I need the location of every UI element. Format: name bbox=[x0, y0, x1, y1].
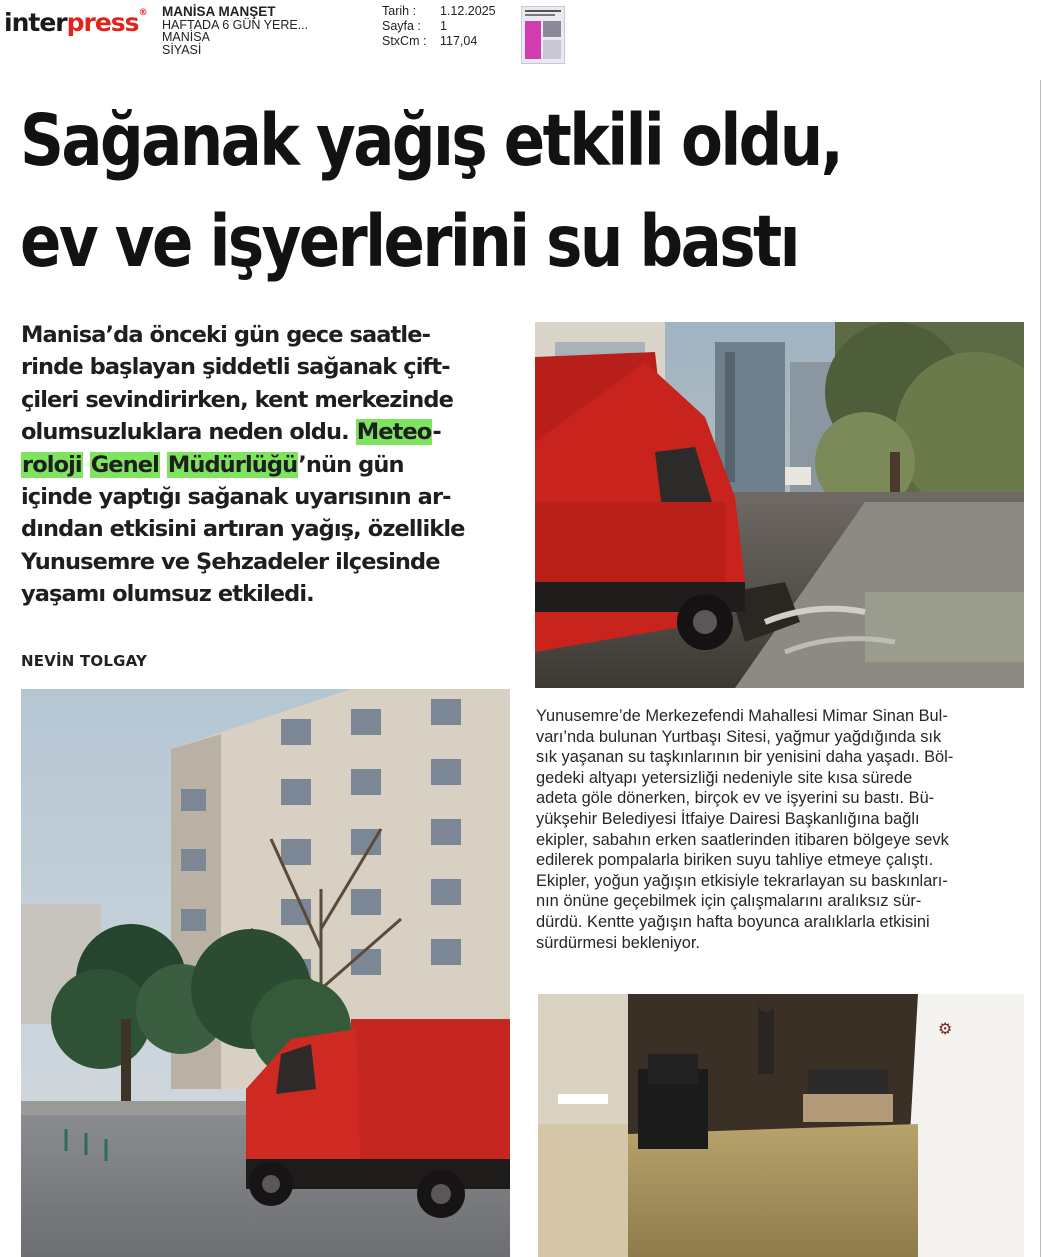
body-line: nın önüne geçebilmek için çalışmalarını aralıksız sür- bbox=[536, 892, 922, 911]
article-body bbox=[536, 706, 1026, 953]
right-border-line bbox=[1040, 80, 1041, 1257]
interpress-logo bbox=[4, 8, 147, 37]
body-line: adeta göle dönerken, birçok ev ve işyerini su bastı. Bü- bbox=[536, 789, 935, 808]
lead-line: Yunusemre ve Şehzadeler ilçesinde bbox=[21, 548, 440, 575]
lead-line: içinde yaptığı sağanak uyarısının ar- bbox=[21, 484, 451, 511]
logo-part-press: press bbox=[66, 8, 139, 37]
headline bbox=[20, 90, 889, 292]
highlighted-term: roloji bbox=[22, 451, 82, 478]
publication-name: MANİSA MANŞET bbox=[162, 4, 276, 19]
publication-frequency: HAFTADA 6 GÜN YERE... bbox=[162, 17, 309, 32]
lead-line bbox=[21, 449, 511, 481]
headline-line-2: ev ve işyerlerini su bastı bbox=[20, 200, 798, 283]
highlighted-term: Müdürlüğü bbox=[167, 451, 298, 478]
clipping-meta bbox=[382, 4, 496, 49]
body-line: dürdü. Kentte yağışın hafta boyunca aralıklarla etkisini bbox=[536, 912, 930, 931]
lead-line bbox=[21, 416, 511, 448]
body-line: sürdürmesi bekleniyor. bbox=[536, 933, 700, 952]
lead-line: rinde başlayan şiddetli sağanak çift- bbox=[21, 354, 450, 381]
logo-registered-mark: ® bbox=[138, 8, 147, 18]
author-byline: NEVİN TOLGAY bbox=[21, 652, 148, 670]
highlighted-term: Meteo bbox=[356, 419, 432, 446]
publication-category: SİYASİ bbox=[162, 42, 202, 57]
publication-info bbox=[162, 6, 308, 56]
lead-text: - bbox=[432, 419, 441, 446]
photo-fire-truck-flooded-street bbox=[535, 322, 1024, 688]
publication-city: MANİSA bbox=[162, 30, 210, 44]
body-line: edilerek pompalarla biriken suyu tahliye etmeye çalıştı. bbox=[536, 851, 934, 870]
body-line: Yunusemre’de Merkezefendi Mahallesi Mimar Sinan Bul- bbox=[536, 707, 948, 725]
meta-key: StxCm : bbox=[382, 34, 427, 48]
meta-key: Tarih : bbox=[382, 4, 417, 18]
lead-line: çileri sevindirirken, kent merkezinde bbox=[21, 386, 453, 413]
meta-row-stxcm bbox=[382, 34, 496, 49]
meta-key: Sayfa : bbox=[382, 19, 421, 33]
page-thumbnail[interactable] bbox=[521, 6, 565, 64]
body-line: yükşehir Belediyesi İtfaiye Dairesi Başkanlığına bağlı bbox=[536, 809, 920, 828]
meta-row-page bbox=[382, 19, 496, 34]
photo-flooded-interior bbox=[538, 994, 1024, 1257]
fire-truck bbox=[246, 1019, 510, 1218]
logo-part-inter: inter bbox=[4, 8, 67, 37]
body-line: ekipler, sabahın erken saatlerinden itibaren bölgeye sevk bbox=[536, 830, 949, 849]
sign-decoration: ⚙ bbox=[938, 1019, 953, 1038]
meta-value: 117,04 bbox=[440, 34, 478, 48]
lead-text: ’nün gün bbox=[298, 451, 404, 478]
body-line: gedeki altyapı yetersizliği nedeniyle site kısa sürede bbox=[536, 768, 913, 787]
headline-line-1: Sağanak yağış etkili oldu, bbox=[20, 99, 842, 182]
lead-line: Manisa’da önceki gün gece saatle- bbox=[21, 322, 431, 348]
lead-line: yaşamı olumsuz etkiledi. bbox=[21, 581, 314, 608]
body-line: sık yaşanan su taşkınlarının bir yenisini daha yaşadı. Böl- bbox=[536, 748, 954, 767]
body-line: Ekipler, yoğun yağışın etkisiyle tekrarlayan su baskınları- bbox=[536, 871, 948, 890]
photo-building-fire-truck bbox=[21, 689, 510, 1257]
body-line: varı’nda bulunan Yurtbaşı Sitesi, yağmur yağdığında sık bbox=[536, 727, 942, 746]
lead-line: dından etkisini artıran yağış, özellikle bbox=[21, 516, 465, 543]
lead-paragraph bbox=[21, 319, 511, 611]
lead-text: olumsuzluklara neden oldu. bbox=[21, 419, 356, 446]
meta-value: 1 bbox=[440, 19, 447, 33]
meta-row-date bbox=[382, 4, 496, 19]
highlighted-term: Genel bbox=[90, 451, 159, 478]
meta-value: 1.12.2025 bbox=[440, 4, 496, 18]
